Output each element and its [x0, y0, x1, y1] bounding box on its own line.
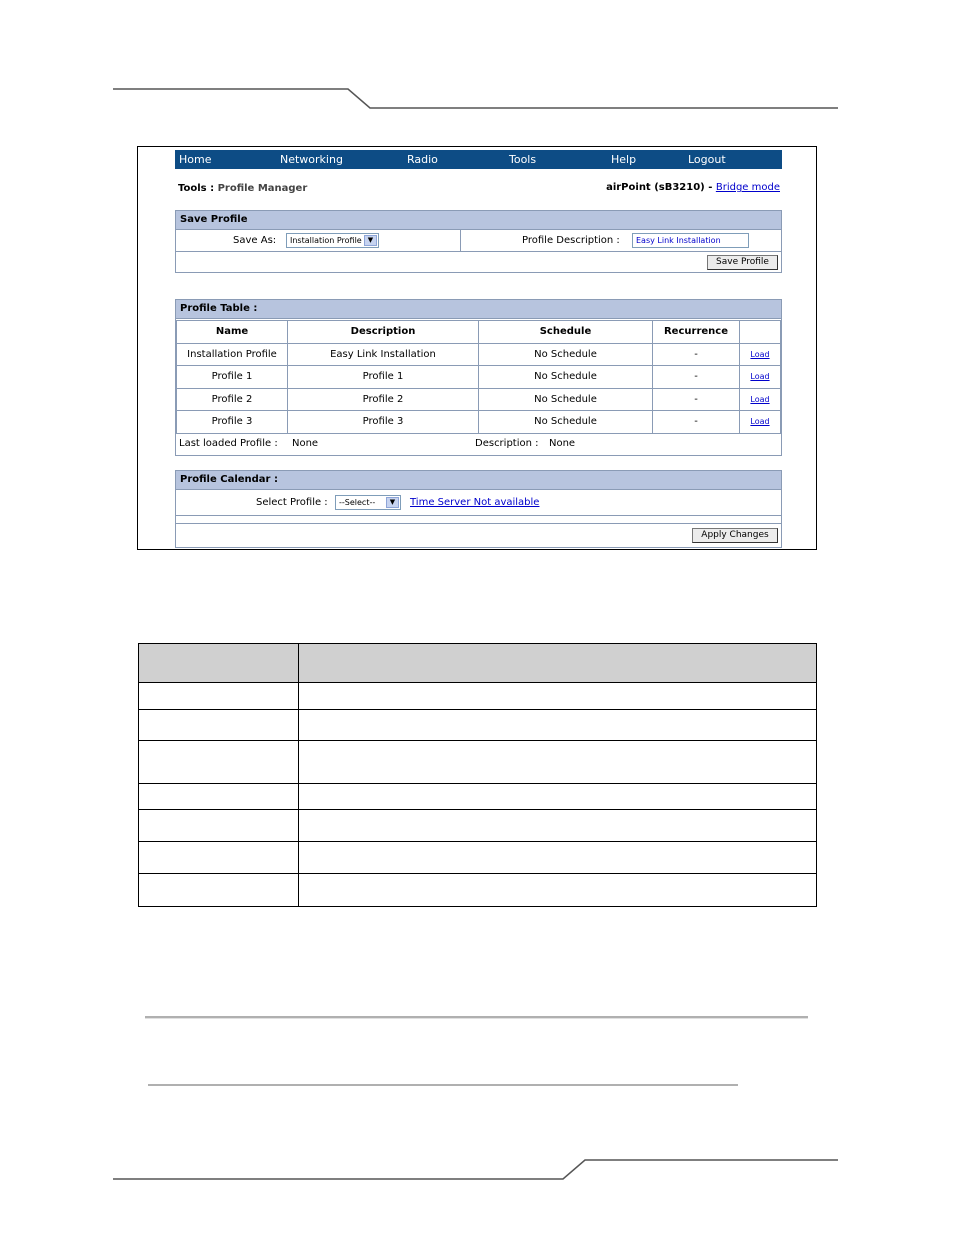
last-description-value: None — [549, 438, 576, 449]
nav-radio[interactable]: Radio — [407, 153, 438, 166]
select-profile-label: Select Profile : — [256, 497, 328, 508]
last-loaded-label: Last loaded Profile : — [179, 438, 278, 449]
profile-description-input[interactable] — [632, 233, 749, 248]
table-row — [139, 710, 817, 741]
breadcrumb — [178, 183, 307, 194]
col-name: Name — [177, 321, 288, 344]
table-cell — [139, 644, 299, 683]
table-cell — [139, 710, 299, 741]
col-schedule: Schedule — [479, 321, 653, 344]
row-description: Profile 3 — [288, 411, 479, 434]
row-schedule: No Schedule — [479, 388, 653, 411]
row-description: Easy Link Installation — [288, 343, 479, 366]
apply-changes-button[interactable]: Apply Changes — [692, 528, 778, 543]
table-row — [177, 411, 781, 434]
load-link[interactable]: Load — [750, 417, 770, 427]
load-link[interactable]: Load — [750, 349, 770, 359]
table-row — [177, 388, 781, 411]
profile-calendar-title: Profile Calendar : — [176, 471, 781, 490]
load-link[interactable]: Load — [750, 394, 770, 404]
row-recurrence: - — [653, 343, 740, 366]
row-recurrence: - — [653, 388, 740, 411]
save-profile-title: Save Profile — [176, 211, 781, 230]
profile-calendar-panel — [175, 470, 782, 548]
row-name: Profile 1 — [177, 366, 288, 389]
row-description: Profile 2 — [288, 388, 479, 411]
chevron-down-icon: ▼ — [364, 235, 377, 246]
table-row — [139, 683, 817, 710]
row-name: Profile 3 — [177, 411, 288, 434]
nav-tools[interactable]: Tools — [509, 153, 537, 166]
table-row — [139, 874, 817, 907]
nav-networking[interactable]: Networking — [280, 153, 343, 166]
top-nav-bar — [175, 150, 782, 169]
col-recurrence: Recurrence — [653, 321, 740, 344]
table-cell — [139, 874, 299, 907]
table-cell — [299, 810, 817, 842]
table-cell — [299, 710, 817, 741]
table-cell — [139, 741, 299, 784]
row-schedule: No Schedule — [479, 411, 653, 434]
bridge-mode-link[interactable]: Bridge mode — [715, 182, 780, 193]
row-action — [740, 411, 781, 434]
table-cell — [139, 784, 299, 810]
calendar-divider — [176, 523, 781, 524]
parameter-table — [138, 643, 817, 907]
table-cell — [299, 874, 817, 907]
table-row — [139, 741, 817, 784]
table-row — [139, 784, 817, 810]
row-action — [740, 388, 781, 411]
profile-description-label: Profile Description : — [522, 235, 620, 246]
table-row — [139, 842, 817, 874]
row-schedule: No Schedule — [479, 366, 653, 389]
table-row — [177, 343, 781, 366]
table-row — [139, 810, 817, 842]
save-as-label: Save As: — [233, 235, 277, 246]
select-profile-dropdown[interactable] — [335, 495, 401, 510]
last-loaded-value: None — [292, 438, 319, 449]
row-action — [740, 366, 781, 389]
last-description-label: Description : — [475, 438, 539, 449]
row-recurrence: - — [653, 411, 740, 434]
calendar-select-row — [176, 490, 781, 516]
save-as-value: Installation Profile — [290, 236, 362, 245]
select-profile-value: --Select-- — [339, 498, 376, 507]
profile-table-panel — [175, 299, 782, 456]
col-action — [740, 321, 781, 344]
separator-line — [145, 1016, 808, 1019]
nav-help[interactable]: Help — [611, 153, 637, 166]
table-cell — [139, 842, 299, 874]
screenshot-frame — [137, 146, 817, 550]
col-description: Description — [288, 321, 479, 344]
table-cell — [139, 810, 299, 842]
device-info — [606, 182, 780, 193]
profile-table-title: Profile Table : — [176, 300, 781, 319]
save-profile-button[interactable]: Save Profile — [707, 255, 778, 270]
load-link[interactable]: Load — [750, 372, 770, 382]
table-row — [177, 366, 781, 389]
save-profile-row — [176, 230, 781, 252]
device-name: airPoint (sB3210) - — [606, 182, 713, 193]
table-header-row — [139, 644, 817, 683]
breadcrumb-page: Profile Manager — [217, 183, 308, 194]
table-cell — [299, 683, 817, 710]
table-cell — [299, 644, 817, 683]
table-cell — [299, 842, 817, 874]
row-action — [740, 343, 781, 366]
table-cell — [299, 741, 817, 784]
separator-line-short — [148, 1084, 738, 1086]
profile-description-value: Easy Link Installation — [636, 236, 721, 245]
save-profile-panel — [175, 210, 782, 273]
time-server-link[interactable]: Time Server Not available — [410, 497, 540, 508]
chevron-down-icon: ▼ — [386, 497, 399, 508]
table-header-row — [177, 321, 781, 344]
row-name: Profile 2 — [177, 388, 288, 411]
nav-home[interactable]: Home — [179, 153, 212, 166]
breadcrumb-section: Tools : — [178, 183, 215, 194]
table-cell — [139, 683, 299, 710]
row-name: Installation Profile — [177, 343, 288, 366]
table-cell — [299, 784, 817, 810]
row-divider — [460, 230, 461, 251]
row-recurrence: - — [653, 366, 740, 389]
nav-logout[interactable]: Logout — [688, 153, 726, 166]
save-as-select[interactable] — [286, 233, 379, 248]
row-schedule: No Schedule — [479, 343, 653, 366]
profile-table — [176, 320, 781, 434]
row-description: Profile 1 — [288, 366, 479, 389]
